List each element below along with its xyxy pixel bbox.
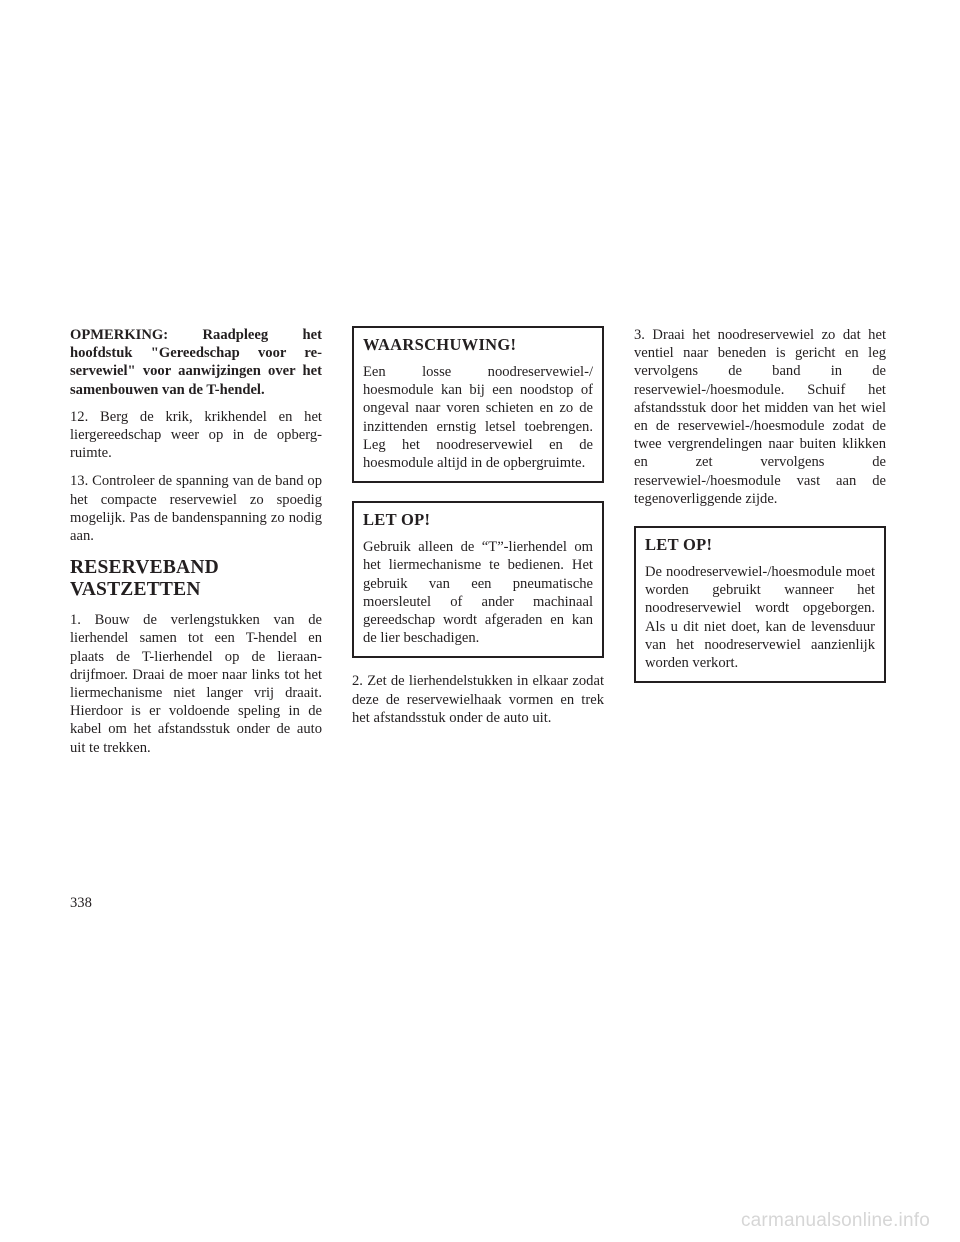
note-paragraph: OPMERKING: Raadpleeg het hoofdstuk "Gereedschap voor reservewiel" voor aanwijzingen over het samenbouwen van de T-hendel. [70, 327, 322, 398]
caution-box-winch [352, 501, 604, 658]
step-12-paragraph: 12. Berg de krik, krikhendel en het liergereedschap weer op in de opbergruimte. [70, 408, 322, 462]
caution-text: De noodreservewiel-/hoesmodule moet worden gebruikt wanneer het noodreservewiel wordt opgeborgen. Als u dit niet doet, kan de levensduur van het noodreservewiel aanzienlijk worden verkort. [645, 564, 875, 672]
left-column [70, 326, 322, 767]
caution-box-spare-wheel [634, 526, 886, 683]
section-heading-line2: VASTZETTEN [70, 579, 201, 601]
step-13-paragraph: 13. Controleer de spanning van de band op het compacte reservewiel zo spoedig mogelijk. Pas de bandenspanning zo nodig aan. [70, 473, 322, 545]
page-number: 338 [70, 895, 92, 911]
step-1-paragraph: 1. Bouw de verlengstukken van de lierhendel samen tot een T-hendel en plaats de T-lierhendel op de lieraandrijfmoer. Draai de moer naar links tot het liermechanisme niet langer vrij draait. Hierdoor is er voldoende speling in de kabel om het afstandsstuk onder de auto uit te trekken. [70, 612, 322, 756]
section-heading [70, 557, 322, 601]
middle-column [352, 326, 604, 737]
right-column [634, 326, 886, 697]
warning-text: Een losse noodreservewiel-/ hoesmodule kan bij een noodstop of ongeval naar voren schieten en zo de inzittenden ernstig letsel toebrengen. Leg het noodreservewiel en de hoesmodule altijd in de opbergruimte. [363, 364, 593, 472]
site-watermark: carmanualsonline.info [740, 1210, 930, 1231]
caution-title: LET OP! [645, 535, 713, 555]
section-heading-line1: RESERVEBAND [70, 557, 219, 579]
step-3-paragraph: 3. Draai het noodreservewiel zo dat het ventiel naar beneden is gericht en leg vervolgens de band in de reservewiel-/hoesmodule. Schuif het afstandsstuk door het midden van het wiel en de reservewiel-/hoesmodule zodat de twee vergrendelingen naar buiten klikken en zet vervolgens de reservewiel-/hoesmodule vast aan de tegenoverliggende zijde. [634, 327, 886, 507]
step-2-paragraph: 2. Zet de lierhendelstukken in elkaar zodat deze de reservewielhaak vormen en trek het afstandsstuk onder de auto uit. [352, 673, 604, 726]
caution-text: Gebruik alleen de “T”-lierhendel om het liermechanisme te bedienen. Het gebruik van een pneumatische moersleutel of ander machinaal gereedschap wordt afgeraden en kan de lier beschadigen. [363, 539, 593, 647]
warning-box [352, 326, 604, 483]
caution-title: LET OP! [363, 510, 431, 530]
warning-title: WAARSCHUWING! [363, 335, 517, 354]
